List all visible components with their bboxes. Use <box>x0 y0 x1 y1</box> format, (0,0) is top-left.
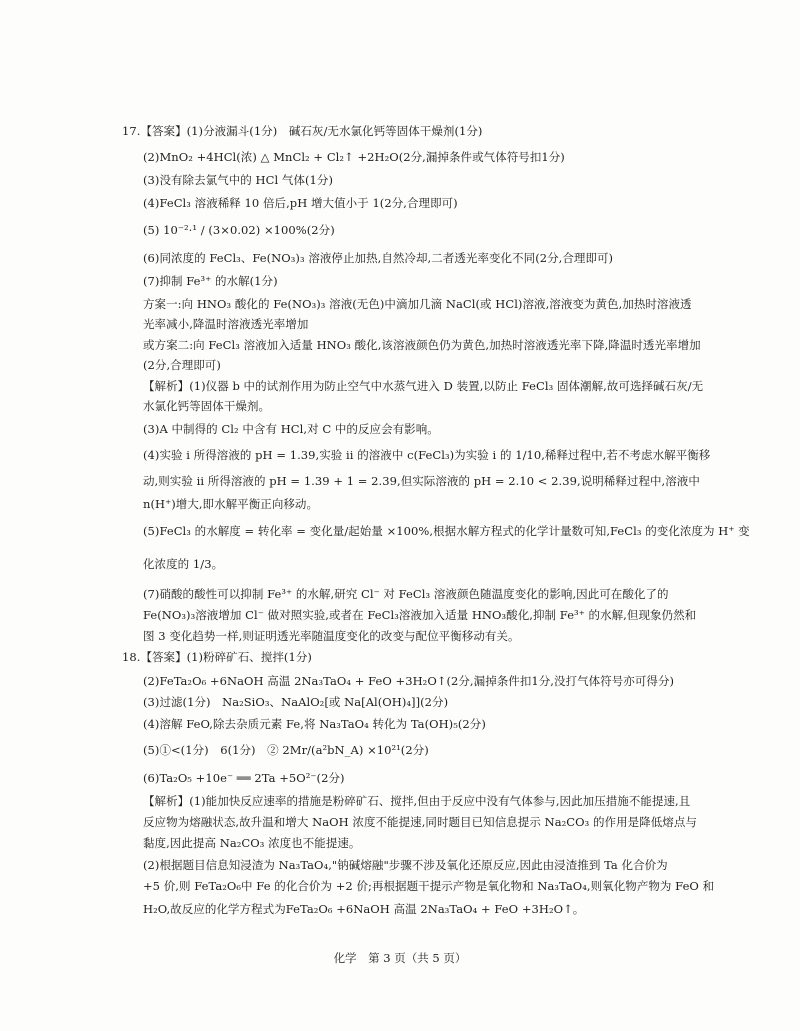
q18-answer-heading: 18.【答案】(1)粉碎矿石、搅拌(1分) <box>122 650 312 664</box>
text-line: (4)溶解 FeO,除去杂质元素 Fe,将 Na₃TaO₄ 转化为 Ta(OH)₅(2分) <box>143 717 486 731</box>
text-line: 化浓度的 1/3。 <box>143 557 224 571</box>
analysis-line: 【解析】(1)能加快反应速率的措施是粉碎矿石、搅拌,但由于反应中没有气体参与,因此加压措施不能提速,且 <box>143 794 691 808</box>
text-line: (2)根据题目信息知浸渣为 Na₃TaO₄,"钠碱熔融"步骤不涉及氧化还原反应,因此由浸渣推到 Ta 化合价为 <box>143 858 668 872</box>
text-line: (5) 10⁻²·¹ / (3×0.02) ×100%(2分) <box>143 223 335 237</box>
text-line: 图 3 变化趋势一样,则证明透光率随温度变化的改变与配位平衡移动有关。 <box>143 629 520 643</box>
text-line: (3)没有除去氯气中的 HCl 气体(1分) <box>143 173 333 187</box>
text-line: (2)MnO₂ +4HCl(浓) △ MnCl₂ + Cl₂↑ +2H₂O(2分,漏掉条件或气体符号扣1分) <box>143 150 565 164</box>
text-line: (7)硝酸的酸性可以抑制 Fe³⁺ 的水解,研究 Cl⁻ 对 FeCl₃ 溶液颜色随温度变化的影响,因此可在酸化了的 <box>143 587 669 601</box>
text-line: (5)①<(1分) 6(1分) ② 2Mr/(a²bN_A) ×10²¹(2分) <box>143 743 429 757</box>
text-line: H₂O,故反应的化学方程式为FeTa₂O₆ +6NaOH 高温 2Na₃TaO₄ + FeO +3H₂O↑。 <box>143 902 585 916</box>
analysis-line: 【解析】(1)仪器 b 中的试剂作用为防止空气中水蒸气进入 D 装置,以防止 FeCl₃ 固体潮解,故可选择碱石灰/无 <box>143 379 704 393</box>
text-line: 光率减小,降温时溶液透光率增加 <box>143 317 309 331</box>
text-line: 或方案二:向 FeCl₃ 溶液加入适量 HNO₃ 酸化,该溶液颜色仍为黄色,加热时溶液透光率下降,降温时透光率增加 <box>143 338 701 352</box>
text-line: (2)FeTa₂O₆ +6NaOH 高温 2Na₃TaO₄ + FeO +3H₂O↑(2分,漏掉条件扣1分,没打气体符号亦可得分) <box>143 674 675 688</box>
text-line: (5)FeCl₃ 的水解度 = 转化率 = 变化量/起始量 ×100%,根据水解方程式的化学计量数可知,FeCl₃ 的变化浓度为 H⁺ 变 <box>143 524 750 538</box>
text-line: (7)抑制 Fe³⁺ 的水解(1分) <box>143 274 278 288</box>
text-line: (4)实验 i 所得溶液的 pH = 1.39,实验 ii 的溶液中 c(FeCl₃)为实验 i 的 1/10,稀释过程中,若不考虑水解平衡移 <box>143 448 711 462</box>
text-line: (3)过滤(1分) Na₂SiO₃、NaAlO₂[或 Na[Al(OH)₄]](2分) <box>143 695 449 709</box>
text-line: 黏度,因此提高 Na₂CO₃ 浓度也不能提速。 <box>143 836 361 850</box>
text-line: +5 价,则 FeTa₂O₆中 Fe 的化合价为 +2 价;再根据题干提示产物是氧化物和 Na₃TaO₄,则氧化物产物为 FeO 和 <box>143 879 715 893</box>
text-line: (4)FeCl₃ 溶液稀释 10 倍后,pH 增大值小于 1(2分,合理即可) <box>143 196 458 210</box>
text-line: 水氯化钙等固体干燥剂。 <box>143 399 271 413</box>
text-line: (3)A 中制得的 Cl₂ 中含有 HCl,对 C 中的反应会有影响。 <box>143 422 439 436</box>
q17-answer-heading: 17.【答案】(1)分液漏斗(1分) 碱石灰/无水氯化钙等固体干燥剂(1分) <box>122 124 483 138</box>
text-line: 反应物为熔融状态,故升温和增大 NaOH 浓度不能提速,同时题目已知信息提示 Na₂CO₃ 的作用是降低熔点与 <box>143 815 697 829</box>
text-line: (2分,合理即可) <box>143 358 221 372</box>
text-line: 方案一:向 HNO₃ 酸化的 Fe(NO₃)₃ 溶液(无色)中滴加几滴 NaCl(或 HCl)溶液,溶液变为黄色,加热时溶液透 <box>143 297 692 311</box>
text-line: (6)Ta₂O₅ +10e⁻ ══ 2Ta +5O²⁻(2分) <box>143 771 345 785</box>
page-footer: 化学 第 3 页（共 5 页） <box>333 951 467 965</box>
text-line: n(H⁺)增大,即水解平衡正向移动。 <box>143 497 319 511</box>
text-line: (6)同浓度的 FeCl₃、Fe(NO₃)₃ 溶液停止加热,自然冷却,二者透光率变化不同(2分,合理即可) <box>143 251 614 265</box>
text-line: 动,则实验 ii 所得溶液的 pH = 1.39 + 1 = 2.39,但实际溶液的 pH = 2.10 < 2.39,说明稀释过程中,溶液中 <box>143 474 700 488</box>
text-line: Fe(NO₃)₃溶液增加 Cl⁻ 做对照实验,或者在 FeCl₃溶液加入适量 HNO₃酸化,抑制 Fe³⁺ 的水解,但现象仍然和 <box>143 608 697 622</box>
